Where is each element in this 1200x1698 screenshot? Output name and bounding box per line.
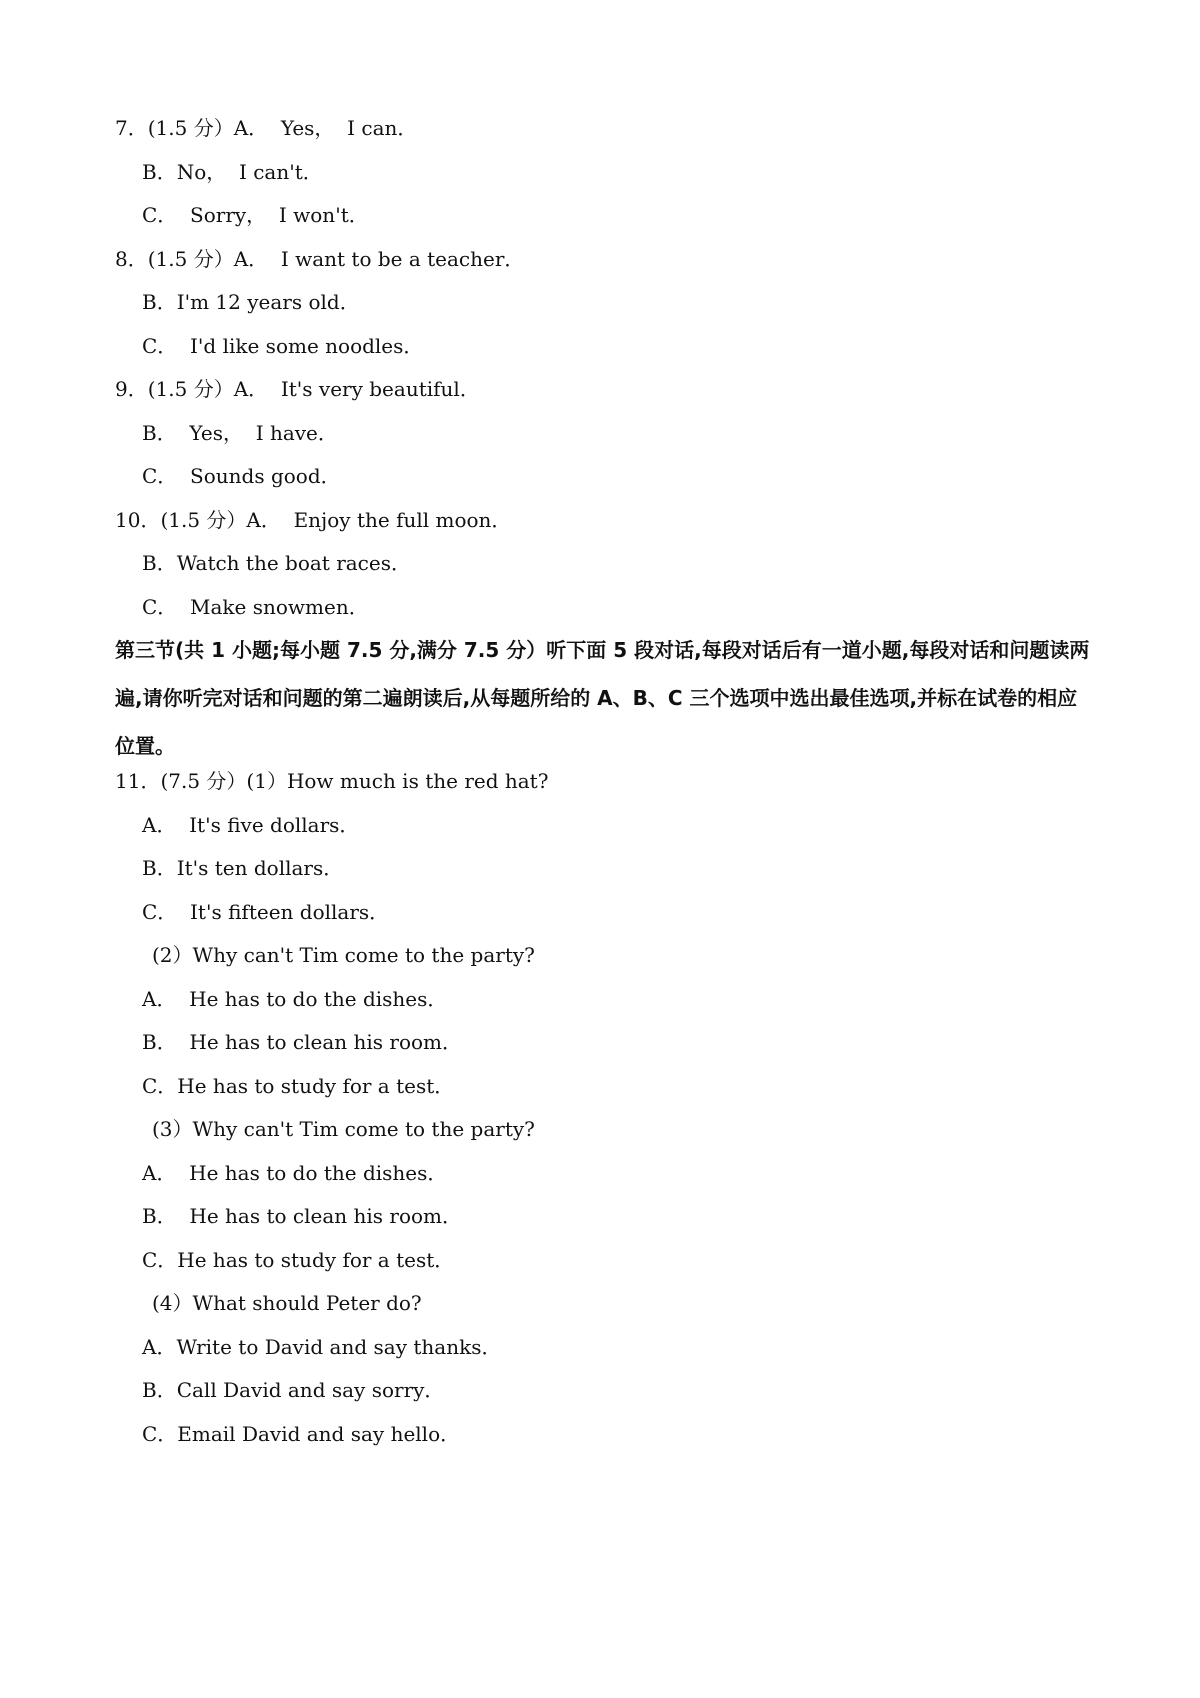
question-10-option-b: B．Watch the boat races． — [142, 551, 411, 575]
question-7-option-c: C． Sorry， I won't． — [142, 203, 369, 227]
question-7-option-b: B．No， I can't． — [142, 160, 323, 184]
question-10-option-c: C． Make snowmen． — [142, 595, 369, 619]
question-9-option-b: B． Yes， I have． — [142, 421, 338, 445]
question-9-stem: 9．(1.5 分）A． It's very beautiful． — [115, 377, 480, 401]
section-3-instructions: 第三节(共 1 小题;每小题 7.5 分,满分 7.5 分）听下面 5 段对话,每段对话后有一道小题,每段对话和问题读两遍,请你听完对话和问题的第二遍朗读后,从每题所给的 A、B、C 三个选项中选出最佳选项,并标在试卷的相应位置。 — [115, 638, 1090, 758]
question-11-2-option-c: C．He has to study for a test． — [142, 1074, 455, 1098]
question-7-stem: 7．(1.5 分）A． Yes， I can． — [115, 116, 418, 140]
question-11-4-option-c: C．Email David and say hello． — [142, 1422, 461, 1446]
question-11-4-option-b: B．Call David and say sorry． — [142, 1378, 445, 1402]
question-9-option-c: C． Sounds good． — [142, 464, 341, 488]
question-10-stem: 10．(1.5 分）A． Enjoy the full moon． — [115, 508, 512, 532]
question-11-2-text: (2）Why can't Tim come to the party? — [152, 943, 535, 967]
question-11-4-option-a: A．Write to David and say thanks． — [142, 1335, 502, 1359]
question-11-2-option-a: A． He has to do the dishes． — [142, 987, 448, 1011]
question-8-option-b: B．I'm 12 years old． — [142, 290, 360, 314]
question-11-2-option-b: B． He has to clean his room． — [142, 1030, 463, 1054]
question-11-3-option-a: A． He has to do the dishes． — [142, 1161, 448, 1185]
question-11-1-option-a: A． It's five dollars． — [142, 813, 360, 837]
question-11-3-option-c: C．He has to study for a test． — [142, 1248, 455, 1272]
question-11-1-option-b: B．It's ten dollars． — [142, 856, 344, 880]
question-11-stem: 11．(7.5 分）(1）How much is the red hat? — [115, 769, 549, 793]
question-8-stem: 8．(1.5 分）A． I want to be a teacher． — [115, 247, 525, 271]
question-11-1-option-c: C． It's fifteen dollars． — [142, 900, 390, 924]
question-8-option-c: C． I'd like some noodles． — [142, 334, 424, 358]
question-11-3-option-b: B． He has to clean his room． — [142, 1204, 463, 1228]
question-11-4-text: (4）What should Peter do? — [152, 1291, 422, 1315]
question-11-3-text: (3）Why can't Tim come to the party? — [152, 1117, 535, 1141]
